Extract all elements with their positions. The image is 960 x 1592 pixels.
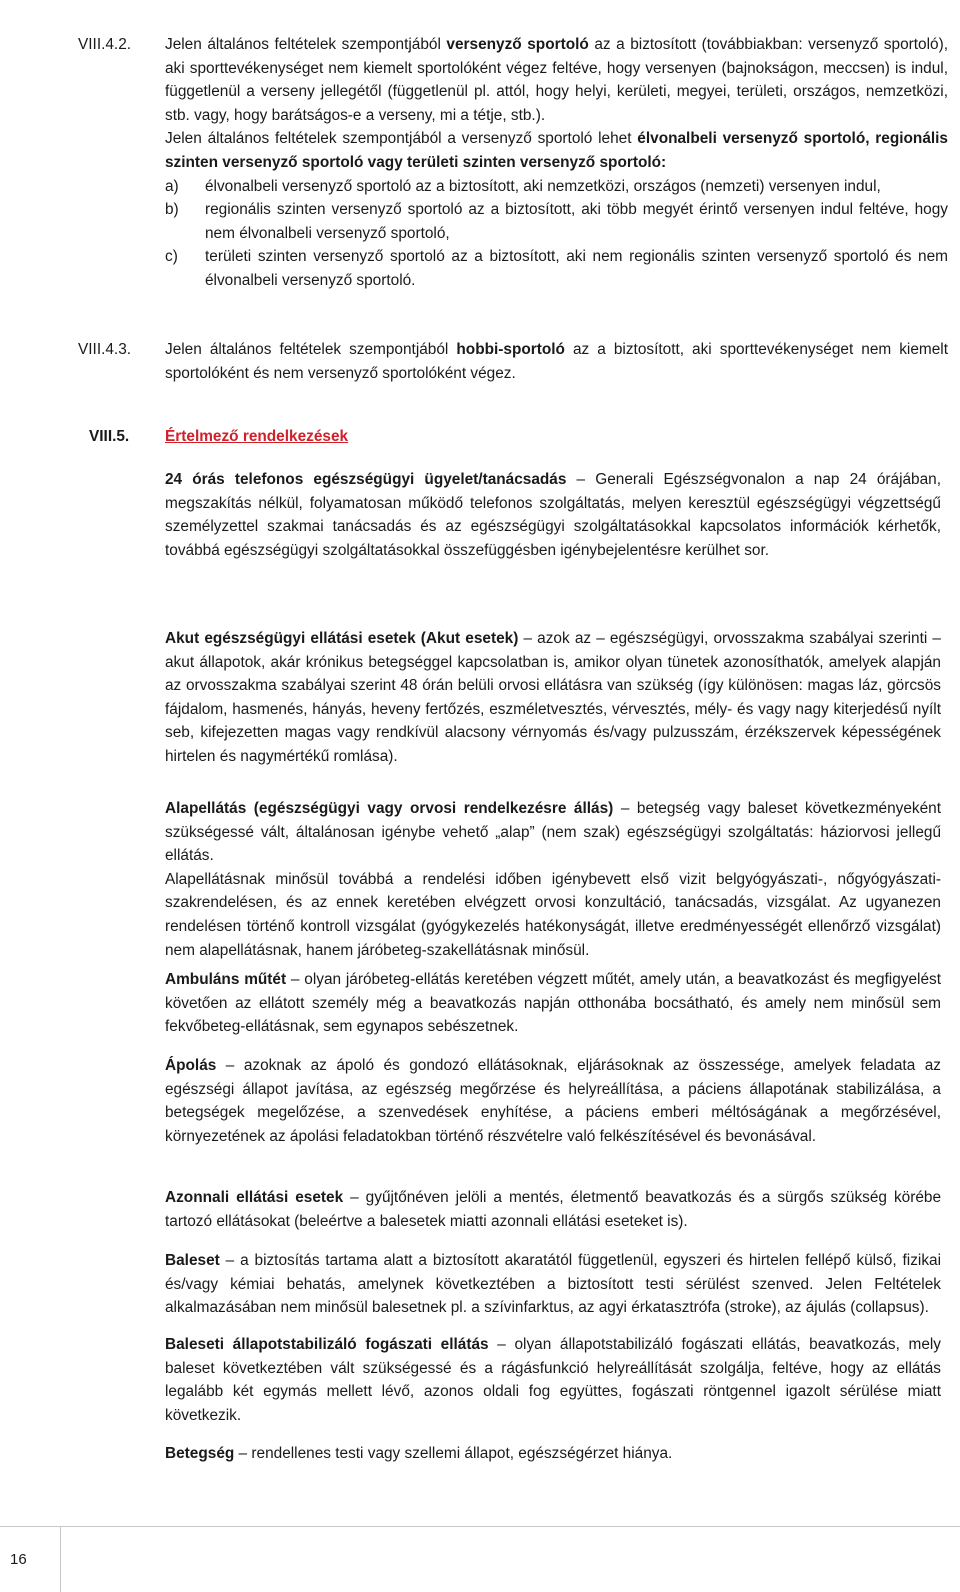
footer-rule bbox=[0, 1526, 960, 1527]
definition-text: – olyan állapotstabilizáló fogászati ellátás, beavatkozás, mely baleset következtében vált szükségessé és a rágásfunkció helyreállítását szolgálja, feltéve, hogy az ellátás legalább két egymás mellett lévő, azonos oldali fog együttes, fogászati röntgennel igazolt sérülése miatt következik. bbox=[165, 1336, 941, 1424]
text: Jelen általános feltételek szempontjából bbox=[165, 341, 457, 358]
text: az a biztosított (továbbiakban: versenyző sportoló), aki sporttevékenységet nem kiemelt sportolóként végez feltéve, hogy versenyen (bajnokságon, meccsen) is indul, függetlenül a verseny jellegétől (függetlenül pl. attól, hogy helyi, kerületi, megyei, területi, országos, nemzetközi, stb. vagy, hogy barátságos-e a verseny, mi a tétje, stb.). bbox=[165, 36, 948, 124]
paragraph bbox=[165, 338, 948, 385]
definition-ambulans bbox=[165, 968, 941, 1039]
definition-betegseg bbox=[165, 1442, 941, 1466]
definition-apolas bbox=[165, 1054, 941, 1148]
definition-text: – gyűjtőnéven jelöli a mentés, életmentő beavatkozás és a sürgős szükség körébe tartozó ellátásokat (beleértve a balesetek miatti azonnali ellátási eseteket is). bbox=[165, 1189, 941, 1230]
definition-text: – azoknak az ápoló és gondozó ellátásoknak, eljárásoknak az összessége, amelyek feladata az egészségi állapot javítása, az egészség megőrzése és helyreállítása, a páciens állapotának stabilizálása, a betegségek megelőzése, a szenvedések enyhítése, a páciens emberi méltóságának a megőrzésével, környezetének az ápolási feladatokban történő részvételre való felkészítésével és bevonásával. bbox=[165, 1057, 941, 1145]
definition-text: – betegség vagy baleset következményeként szükségessé vált, általánosan igénybe vehető „alap” (nem szak) egészségügyi szolgáltatás: háziorvosi jellegű ellátás. bbox=[165, 800, 941, 865]
definition-text: – a biztosítás tartama alatt a biztosított akaratától függetlenül, egyszeri és hirtelen fellépő külső, fizikai és/vagy kémiai behatás, amelynek következtében a biztosított testi sérülést szenved. Jelen Feltételek alkalmazásában nem minősül balesetnek pl. a szívinfarktus, az agyi érkatasztrófa (stroke), az ájulás (collapsus). bbox=[165, 1252, 941, 1317]
definition-term: 24 órás telefonos egészségügyi ügyelet/tanácsadás bbox=[165, 471, 567, 488]
section-body bbox=[165, 338, 948, 385]
text: az a biztosított, aki sporttevékenységet nem kiemelt sportolóként és nem versenyző sportolóként végez. bbox=[165, 341, 948, 382]
section-number: VIII.4.3. bbox=[78, 341, 132, 358]
term: versenyző sportoló bbox=[446, 36, 589, 53]
section-title: Értelmező rendelkezések bbox=[165, 428, 349, 445]
list-label: c) bbox=[165, 248, 178, 266]
definition-baleset bbox=[165, 1249, 941, 1320]
list-item bbox=[165, 198, 948, 245]
list-text: regionális szinten versenyző sportoló az a biztosított, aki több megyét érintő versenyen indul feltéve, hogy nem élvonalbeli versenyző sportoló, bbox=[205, 201, 948, 242]
list-label: b) bbox=[165, 201, 179, 219]
list-label: a) bbox=[165, 177, 179, 195]
definition-term: Akut egészségügyi ellátási esetek (Akut esetek) bbox=[165, 630, 519, 647]
definition-text: – Generali Egészségvonalon a nap 24 órájában, megszakítás nélkül, folyamatosan működő telefonos szolgáltatás, melyen keresztül egészségügyi végzettségű személyzettel szakmai tanácsadás és az egészségügyi szolgáltatásokkal kapcsolatos információk kérhetők, továbbá egészségügyi szolgáltatásokkal összefüggésben igénybejelentésre kerülhet sor. bbox=[165, 471, 942, 559]
definition-text: – azok az – egészségügyi, orvosszakma szabályai szerinti – akut állapotok, akár krónikus betegséggel kapcsolatban is, amikor olyan tünetek azonosíthatók, amelyek alapján az orvosszakma szabályai szerint 48 órán belüli orvosi ellátásra van szükség (így különösen: magas láz, görcsös fájdalom, hasmenés, hányás, heveny fertőzés, eszméletvesztés, vérvesztés, mély- és vagy nagy kiterjedésű nyílt seb, kifejezetten magas vagy rendkívül alacsony vérnyomás és/vagy pulzusszám, érzékszervek képességének hirtelen és nagymértékű romlása). bbox=[165, 630, 941, 765]
term: hobbi-sportoló bbox=[456, 341, 565, 358]
text: Jelen általános feltételek szempontjából a versenyző sportoló lehet bbox=[165, 130, 638, 148]
term: élvonalbeli versenyző sportoló, regionális szinten versenyző sportoló vagy területi szinten versenyző sportoló: bbox=[165, 130, 948, 171]
definition-extra: Alapellátásnak minősül továbbá a rendelési időben igénybevett első vizit belgyógyászati-, nőgyógyászati- szakrendelésen, és az ennek keretében elvégzett orvosi konzultáció, tanácsadás, vizsgálat. Az ugyanezen rendelésen történő kontroll vizsgálat (gyógykezelés hatékonyságát, illetve eredményességét ellenőrző vizsgálat) nem alapellátásnak, hanem járóbeteg-szakellátásnak minősül. bbox=[165, 870, 941, 959]
definition-azonnali bbox=[165, 1186, 941, 1233]
definition-alapellatas bbox=[165, 797, 941, 962]
definition-fogaszat bbox=[165, 1333, 941, 1427]
definition-term: Baleset bbox=[165, 1252, 220, 1269]
sportoló-list bbox=[165, 175, 948, 293]
paragraph bbox=[165, 127, 948, 174]
definition-term: Alapellátás (egészségügyi vagy orvosi rendelkezésre állás) bbox=[165, 800, 614, 817]
list-text: élvonalbeli versenyző sportoló az a biztosított, aki nemzetközi, országos (nemzeti) versenyen indul, bbox=[205, 177, 881, 195]
list-text: területi szinten versenyző sportoló az a biztosított, aki nem regionális szinten versenyző sportoló és nem élvonalbeli versenyző sportoló. bbox=[205, 248, 948, 289]
definition-24h-phone bbox=[165, 468, 941, 562]
list-item bbox=[165, 245, 948, 292]
definition-text: – rendellenes testi vagy szellemi állapot, egészségérzet hiánya. bbox=[234, 1445, 673, 1462]
definition-text: – olyan járóbeteg-ellátás keretében végzett műtét, amely után, a beavatkozást és megfigyelést követően az ellátott személy még a beavatkozás napján otthonába bocsátható, és amely nem minősül sem fekvőbeteg-ellátásnak, sem egynapos sebészetnek. bbox=[165, 971, 941, 1036]
definition-term: Azonnali ellátási esetek bbox=[165, 1189, 344, 1206]
footer-separator bbox=[60, 1526, 61, 1592]
paragraph bbox=[165, 33, 948, 127]
section-body bbox=[165, 33, 948, 293]
definition-term: Betegség bbox=[165, 1445, 235, 1462]
definition-term: Ambuláns műtét bbox=[165, 971, 287, 988]
page-number: 16 bbox=[10, 1551, 27, 1568]
text: Jelen általános feltételek szempontjából bbox=[165, 36, 447, 53]
definition-akut bbox=[165, 627, 941, 769]
section-number: VIII.5. bbox=[89, 428, 130, 445]
definition-term: Ápolás bbox=[165, 1057, 217, 1074]
section-number: VIII.4.2. bbox=[78, 36, 132, 53]
list-item bbox=[165, 175, 948, 199]
definition-term: Baleseti állapotstabilizáló fogászati ellátás bbox=[165, 1336, 489, 1353]
